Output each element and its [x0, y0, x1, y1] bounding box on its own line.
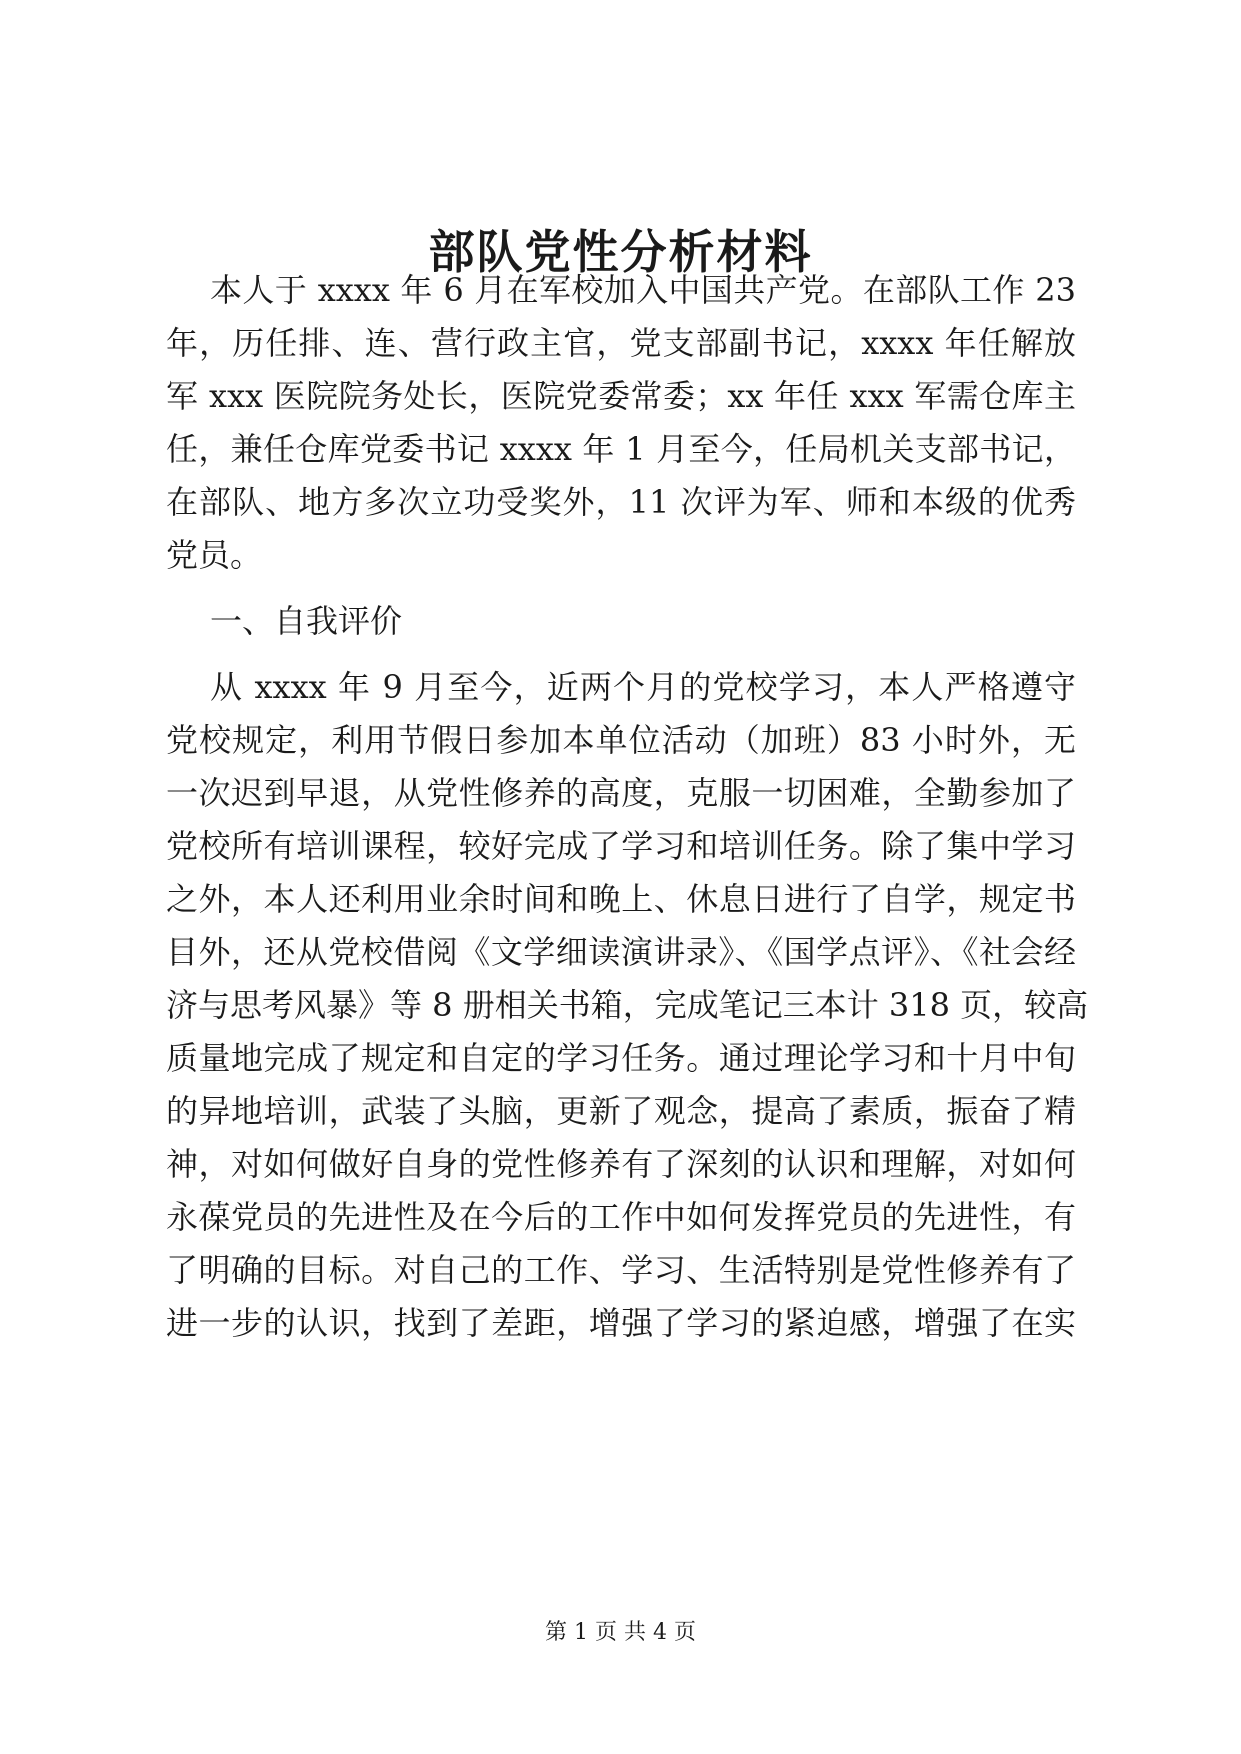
section-heading: 一、自我评价: [210, 602, 403, 640]
body-line: 神，对如何做好自身的党性修养有了深刻的认识和理解，对如何: [166, 1145, 1076, 1183]
document-title: 部队党性分析材料: [428, 225, 813, 279]
body-line: 从 xxxx 年 9 月至今，近两个月的党校学习，本人严格遵守: [210, 668, 1076, 706]
body-line: 的异地培训，武装了头脑，更新了观念，提高了素质，振奋了精: [166, 1092, 1076, 1130]
body-line: 一次迟到早退，从党性修养的高度，克服一切困难，全勤参加了: [166, 774, 1076, 812]
body-line: 进一步的认识，找到了差距，增强了学习的紧迫感，增强了在实: [166, 1304, 1076, 1342]
body-line: 任，兼任仓库党委书记 xxxx 年 1 月至今，任局机关支部书记，: [166, 430, 1076, 468]
body-line: 年，历任排、连、营行政主官，党支部副书记，xxxx 年任解放: [166, 324, 1076, 362]
body-line: 本人于 xxxx 年 6 月在军校加入中国共产党。在部队工作 23: [210, 271, 1076, 309]
body-line: 党校所有培训课程，较好完成了学习和培训任务。除了集中学习: [166, 827, 1076, 865]
body-line: 目外，还从党校借阅《文学细读演讲录》、《国学点评》、《社会经: [166, 933, 1076, 971]
page-footer: 第 1 页 共 4 页: [545, 1620, 696, 1645]
body-line: 在部队、地方多次立功受奖外，11 次评为军、师和本级的优秀: [166, 483, 1076, 521]
body-line: 军 xxx 医院院务处长，医院党委常委；xx 年任 xxx 军需仓库主: [166, 377, 1076, 415]
body-line: 了明确的目标。对自己的工作、学习、生活特别是党性修养有了: [166, 1251, 1076, 1289]
body-line: 济与思考风暴》等 8 册相关书箱，完成笔记三本计 318 页，较高: [166, 986, 1089, 1024]
body-line: 党校规定，利用节假日参加本单位活动（加班）83 小时外，无: [166, 721, 1076, 759]
body-line: 之外，本人还利用业余时间和晚上、休息日进行了自学，规定书: [166, 880, 1076, 918]
body-line: 党员。: [166, 536, 263, 574]
body-line: 永葆党员的先进性及在今后的工作中如何发挥党员的先进性，有: [166, 1198, 1076, 1236]
body-line: 质量地完成了规定和自定的学习任务。通过理论学习和十月中旬: [166, 1039, 1076, 1077]
